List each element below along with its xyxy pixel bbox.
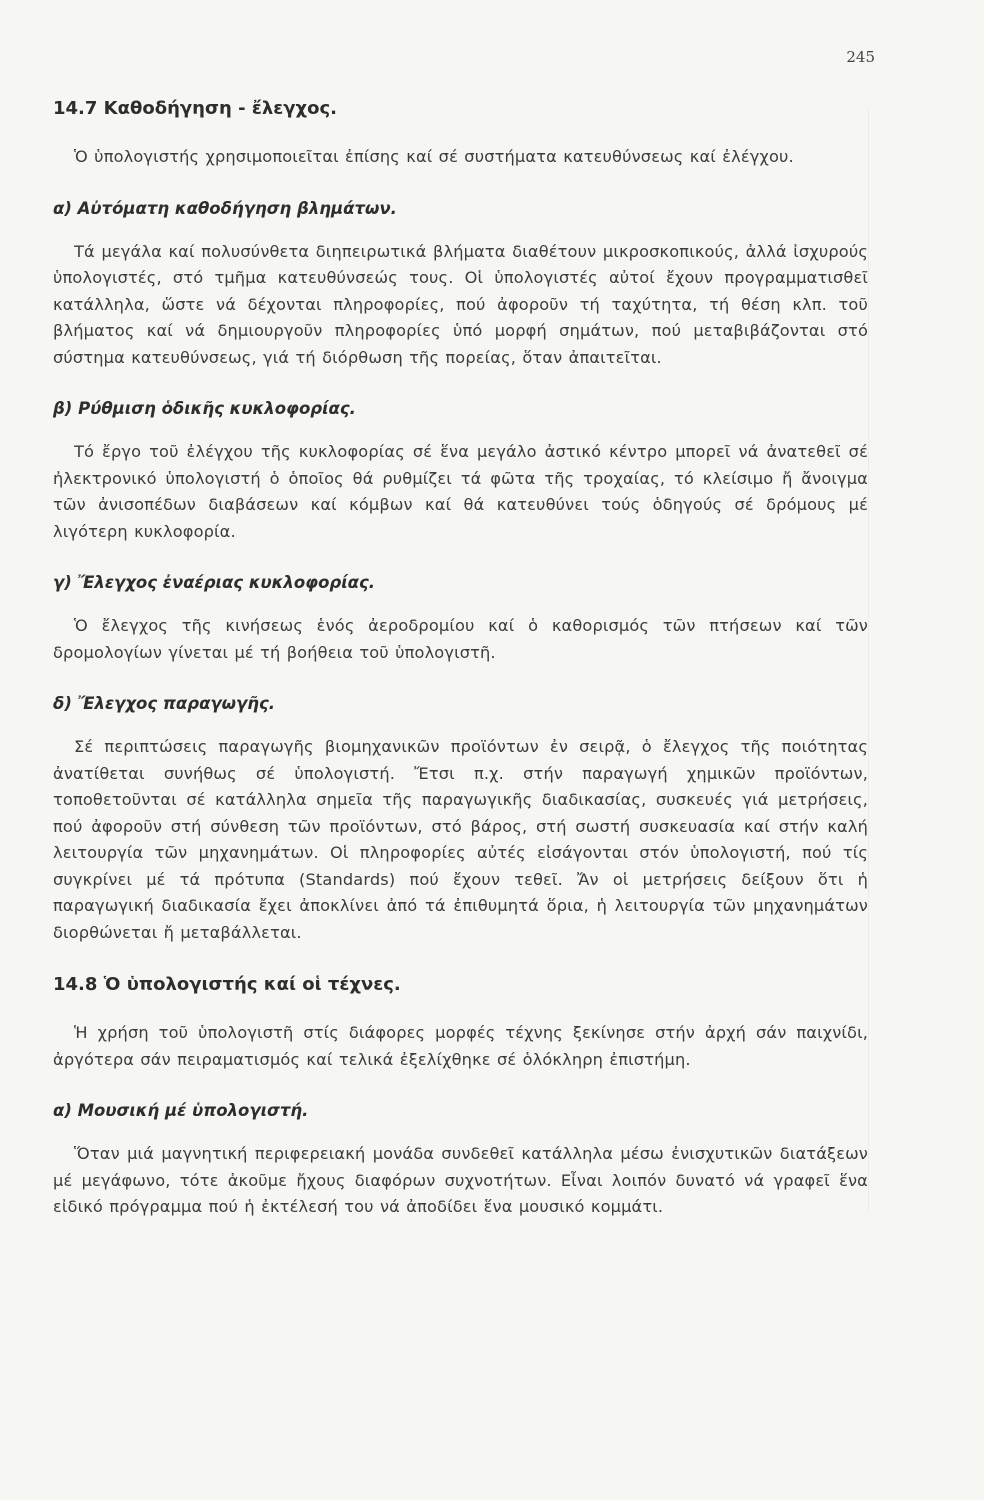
subheading-road-traffic: β) Ρύθμιση ὁδικῆς κυκλοφορίας. xyxy=(53,399,356,418)
paragraph-air-traffic: Ὁ ἔλεγχος τῆς κινήσεως ἑνός ἀεροδρομίου καί ὁ καθορισμός τῶν πτήσεων καί τῶν δρομολογίων γίνεται μέ τή βοήθεια τοῦ ὑπολογιστῆ. xyxy=(53,616,868,662)
subheading-computer-music: α) Μουσική μέ ὑπολογιστή. xyxy=(53,1101,309,1120)
paragraph-production-control: Σέ περιπτώσεις παραγωγῆς βιομηχανικῶν προϊόντων ἐν σειρᾷ, ὁ ἔλεγχος τῆς ποιότητας ἀνατίθεται συνήθως σέ ὑπολογιστή. Ἔτσι π.χ. στήν παραγωγή χημικῶν προϊόντων, τοποθετοῦνται σέ κατάλληλα σημεῖα τῆς παραγωγικῆς διαδικασίας, συσκευές γιά μετρήσεις, πού ἀφοροῦν στή σύνθεση τῶν προϊόντων, στό βάρος, στή σωστή συσκευασία καί στήν καλή λειτουργία τῶν μηχανημάτων. Οἱ πληροφορίες αὐτές εἰσάγονται στόν ὑπολογιστή, πού τίς συγκρίνει μέ τά πρότυπα (Standards) πού ἔχουν τεθεῖ. Ἄν οἱ μετρήσεις δείξουν ὅτι ἡ παραγωγική διαδικασία ἔχει ἀποκλίνει ἀπό τά ἐπιθυμητά ὅρια, ἡ λειτουργία τῶν μηχανημάτων διορθώνεται ἤ μεταβάλλεται. xyxy=(53,737,868,942)
paragraph-computer-music: Ὅταν μιά μαγνητική περιφερειακή μονάδα συνδεθεῖ κατάλληλα μέσω ἐνισχυτικῶν διατάξεων μέ μεγάφωνο, τότε ἀκοῦμε ἤχους διαφόρων συχνοτήτων. Εἶναι λοιπόν δυνατό νά γραφεῖ ἕνα εἰδικό πρόγραμμα πού ἡ ἐκτέλεσή του νά ἀποδίδει ἕνα μουσικό κομμάτι. xyxy=(53,1144,868,1216)
paragraph-road-traffic: Τό ἔργο τοῦ ἐλέγχου τῆς κυκλοφορίας σέ ἕνα μεγάλο ἀστικό κέντρο μπορεῖ νά ἀνατεθεῖ σέ ἠλεκτρονικό ὑπολογιστή ὁ ὁποῖος θά ρυθμίζει τά φῶτα τῆς τροχαίας, τό κλείσιμο ἤ ἄνοιγμα τῶν ἀνισοπέδων διαβάσεων καί κόμβων καί θά κατευθύνει τούς ὁδηγούς σέ δρόμους μέ λιγότερη κυκλοφορία. xyxy=(53,442,868,541)
section-14-7-intro: Ὁ ὑπολογιστής χρησιμοποιεῖται ἐπίσης καί σέ συστήματα κατευθύνσεως καί ἐλέγχου. xyxy=(74,147,794,166)
section-heading-14-7: 14.7 Καθοδήγηση - ἔλεγχος. xyxy=(53,98,337,119)
page-number: 245 xyxy=(846,48,875,66)
subheading-air-traffic: γ) Ἔλεγχος ἐναέριας κυκλοφορίας. xyxy=(53,573,376,592)
page-content xyxy=(53,96,868,1247)
subheading-automatic-guidance: α) Αὐτόματη καθοδήγηση βλημάτων. xyxy=(53,198,397,218)
section-14-8-intro: Ἡ χρήση τοῦ ὑπολογιστῆ στίς διάφορες μορφές τέχνης ξεκίνησε στήν ἀρχή σάν παιχνίδι, ἀργότερα σάν πειραματισμός καί τελικά ἐξελίχθηκε σέ ὁλόκληρη ἐπιστήμη. xyxy=(53,1023,868,1069)
scan-edge-line xyxy=(868,110,869,1210)
subheading-production-control: δ) Ἔλεγχος παραγωγῆς. xyxy=(53,694,276,713)
paragraph-automatic-guidance: Τά μεγάλα καί πολυσύνθετα διηπειρωτικά βλήματα διαθέτουν μικροσκοπικούς, ἀλλά ἰσχυρούς ὑπολογιστές, στό τμῆμα κατευθύνσεώς τους. Οἱ ὑπολογιστές αὐτοί ἔχουν προγραμματισθεῖ κατάλληλα, ὥστε νά δέχονται πληροφορίες, πού ἀφοροῦν τή ταχύτητα, τή θέση κλπ. τοῦ βλήματος καί νά δημιουργοῦν πληροφορίες ὑπό μορφή σημάτων, πού μεταβιβάζονται στό σύστημα κατευθύνσεως, γιά τή διόρθωση τῆς πορείας, ὅταν ἀπαιτεῖται. xyxy=(53,241,868,367)
section-heading-14-8: 14.8 Ὁ ὑπολογιστής καί οἱ τέχνες. xyxy=(53,974,401,995)
